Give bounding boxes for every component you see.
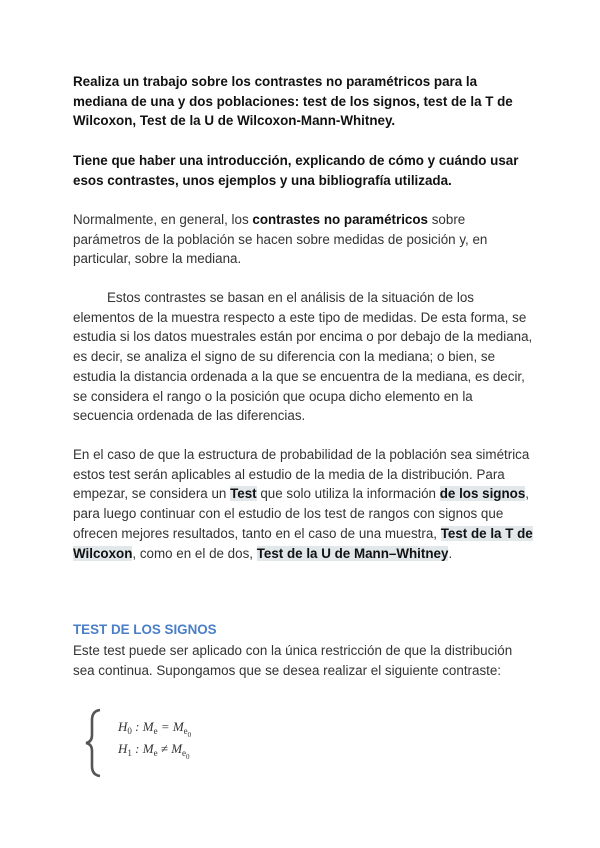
highlight-wilcoxon: Test de la T de Wilcoxon <box>73 525 533 561</box>
basis-text: Estos contrastes se basan en el análisis de la situación de los elementos de la muestra respecto a este tipo de medidas. De esta forma, se estudia si los datos muestrales están por encima o por debajo de la mediana, es decir, se analiza el signo de su diferencia con la mediana; o bien, se estudia la distancia ordenada a la que se encuentra de la mediana, es decir, se considera el rango o la posición que ocupa dicho elemento en la secuencia ordenada de las diferencias. <box>73 290 533 424</box>
highlight-test: Test <box>230 486 257 502</box>
null-hypothesis: $H_0$ : $M_e = M_{e0}$ <box>118 719 192 739</box>
section-paragraph <box>73 641 533 680</box>
left-brace-icon <box>84 708 106 778</box>
section-heading: TEST DE LOS SIGNOS <box>73 622 217 637</box>
section-paragraph-text: Este test puede ser aplicado con la única restricción de que la distribución sea continua. Supongamos que se desea realizar el siguiente contraste: <box>73 643 513 678</box>
symmetry-text-2: que solo utiliza la información <box>256 486 440 502</box>
alternative-hypothesis: $H_1$ : $M_e \ne M_{e0}$ <box>118 741 190 761</box>
assignment-title-text: Realiza un trabajo sobre los contrastes no paramétricos para la mediana de una y dos poblaciones: test de los signos, test de la T de Wilcoxon, Test de la U de Wilcoxon-Mann-Whitney. <box>73 74 513 129</box>
symmetry-text-5: . <box>448 545 453 561</box>
intro-paragraph <box>73 210 533 269</box>
assignment-instructions <box>73 151 533 190</box>
intro-text-after: sobre parámetros de la población se hacen sobre medidas de posición y, en particular, sobre la mediana. <box>73 212 488 267</box>
highlight-mann-whitney: Test de la U de Mann–Whitney <box>256 545 449 561</box>
intro-bold-term: contrastes no paramétricos <box>252 212 429 227</box>
highlight-signos: de los signos <box>439 486 526 502</box>
assignment-title <box>73 72 533 131</box>
assignment-instructions-text: Tiene que haber una introducción, explicando de cómo y cuándo usar esos contrastes, unos ejemplos y una bibliografía utilizada. <box>73 153 519 188</box>
symmetry-text-3: , para luego continuar con el estudio de los test de rangos con signos que ofrecen mejores resultados, tanto en el caso de una muestra, <box>73 486 530 541</box>
symmetry-text-1: En el caso de que la estructura de probabilidad de la población sea simétrica estos test serán aplicables al estudio de la media de la distribución. Para empezar, se considera un <box>73 447 530 502</box>
hypothesis-formula <box>84 708 284 778</box>
symmetry-paragraph <box>73 445 533 563</box>
symmetry-text-4: , como en el de dos, <box>132 545 257 561</box>
basis-paragraph <box>73 288 533 426</box>
intro-text-before: Normalmente, en general, los <box>73 212 253 227</box>
